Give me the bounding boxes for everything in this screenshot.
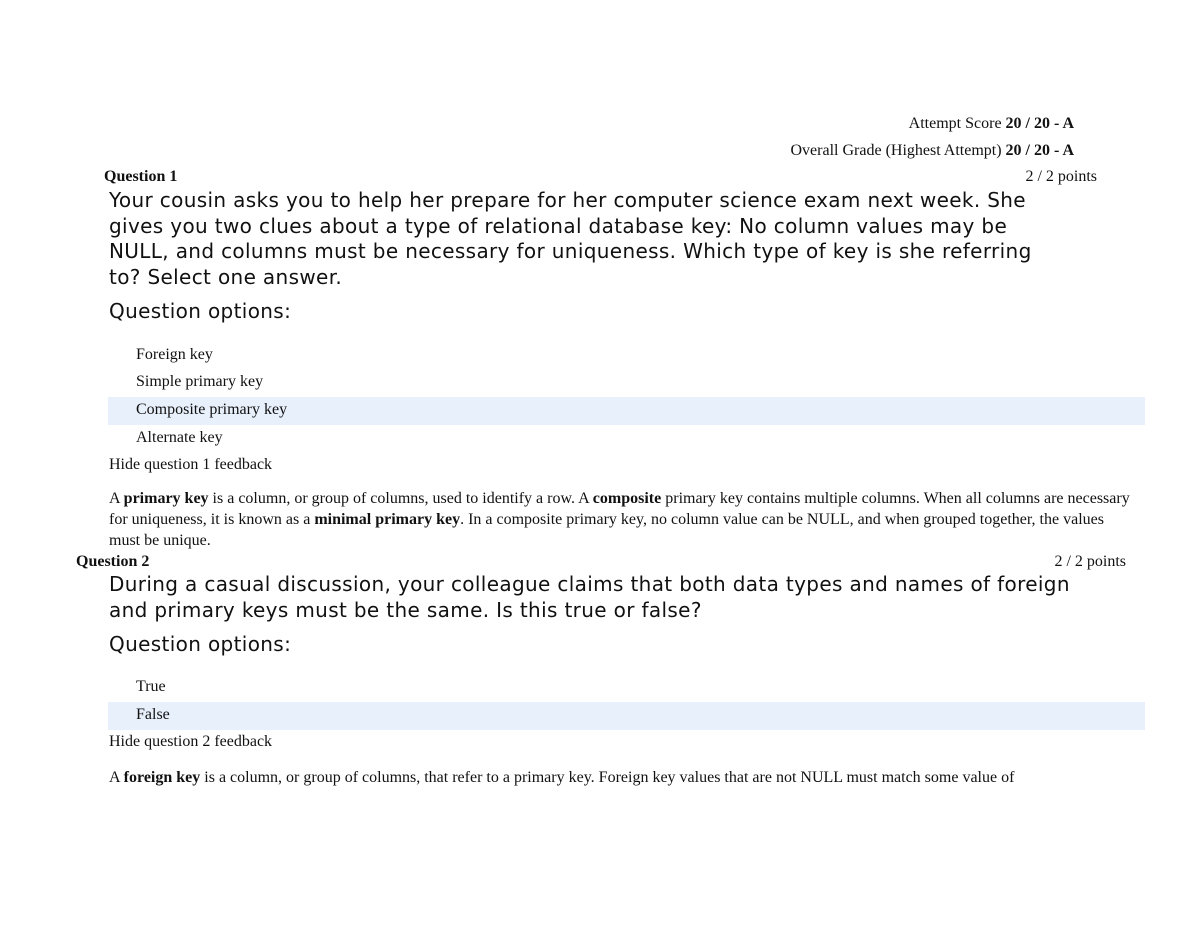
feedback-term: composite — [592, 490, 662, 507]
option-row-selected[interactable] — [108, 397, 1145, 425]
hide-feedback-link[interactable]: Hide question 1 feedback — [109, 456, 273, 473]
feedback-text: A — [109, 490, 124, 507]
option-row[interactable] — [108, 674, 1145, 702]
question-options-label: Question options: — [109, 632, 292, 656]
question-feedback — [109, 767, 1169, 788]
feedback-text: is a column, or group of columns, that refer to a primary key. Foreign key values that are not NULL must match some value of — [200, 769, 1015, 786]
option-label: Alternate key — [136, 429, 223, 446]
hide-feedback-link[interactable]: Hide question 2 feedback — [109, 733, 273, 750]
question-feedback — [109, 488, 1139, 551]
question-prompt: During a casual discussion, your colleague claims that both data types and names of foreign and primary keys must be the same. Is this true or false? — [109, 572, 1070, 622]
feedback-text: is a column, or group of columns, used to identify a row. A — [208, 490, 593, 507]
question-title: Question 1 — [104, 168, 178, 185]
option-row[interactable] — [108, 342, 1145, 370]
overall-grade-value: 20 / 20 - A — [1005, 142, 1074, 159]
question-points: 2 / 2 points — [1054, 553, 1126, 570]
question-options-label: Question options: — [109, 299, 292, 323]
overall-grade — [791, 142, 1075, 160]
option-label: Foreign key — [136, 346, 213, 363]
option-row[interactable] — [108, 425, 1145, 453]
option-row[interactable] — [108, 369, 1145, 397]
feedback-text: . In a composite primary key, no column value can be NULL, and when grouped together, the values must be unique. — [109, 511, 1104, 549]
attempt-score — [909, 115, 1074, 133]
option-label: Simple primary key — [136, 373, 264, 390]
attempt-score-value: 20 / 20 - A — [1005, 115, 1074, 132]
feedback-term: primary key — [123, 490, 209, 507]
option-row-selected[interactable] — [108, 702, 1145, 730]
feedback-term: minimal primary key — [314, 511, 461, 528]
attempt-score-label: Attempt Score — [908, 115, 1002, 132]
option-label: Composite primary key — [136, 401, 288, 418]
overall-grade-label: Overall Grade (Highest Attempt) — [790, 142, 1002, 159]
question-title: Question 2 — [76, 553, 150, 570]
feedback-text: A — [109, 769, 124, 786]
option-label: False — [136, 706, 170, 723]
question-points: 2 / 2 points — [1025, 168, 1097, 185]
feedback-text: primary key contains multiple columns. When all columns are necessary for uniqueness, it is known as a — [109, 490, 1130, 528]
option-label: True — [136, 678, 166, 695]
feedback-term: foreign key — [123, 769, 201, 786]
question-prompt: Your cousin asks you to help her prepare for her computer science exam next week. She gives you two clues about a type of relational database key: No column values may be NULL, and columns must be necessary for uniqueness. Which type of key is she referring to? Select one answer. — [109, 188, 1032, 289]
